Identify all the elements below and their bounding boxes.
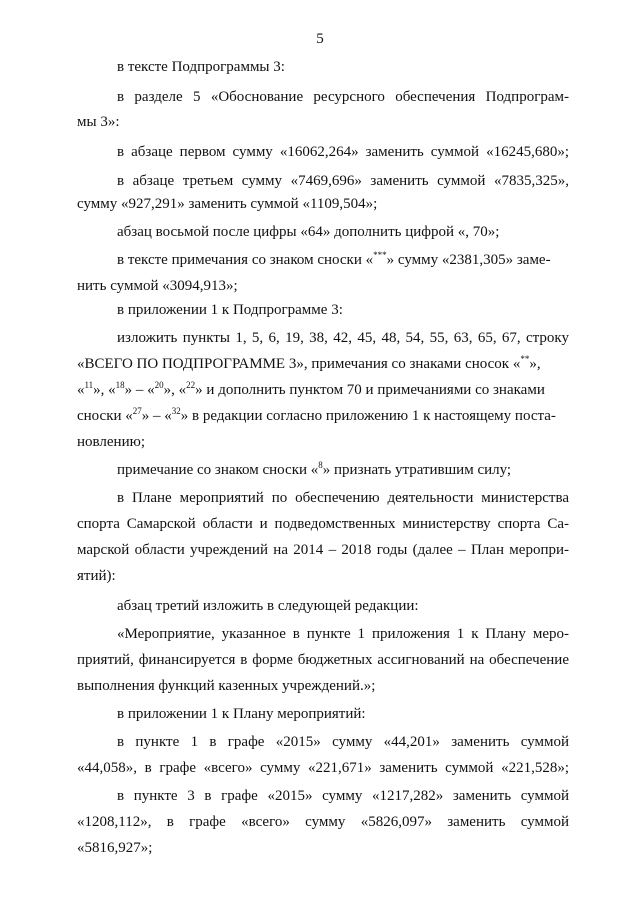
text-line: выполнения функций казенных учреждений.»; — [77, 678, 376, 694]
footnote-mark: 8 — [318, 460, 323, 470]
text-line — [77, 407, 556, 425]
text-line — [77, 381, 545, 399]
text-line: в тексте Подпрограммы 3: — [117, 59, 285, 75]
text-line: спорта Самарской области и подведомственных министерству спорта Са- — [77, 516, 569, 532]
text-line: марской области учреждений на 2014 – 2018 годы (далее – План меропри- — [77, 542, 569, 558]
text-run: » и дополнить пунктом 70 и примечаниями со знаками — [195, 382, 545, 398]
text-run: «ВСЕГО ПО ПОДПРОГРАММЕ 3», примечания со знаками сносок « — [77, 356, 521, 372]
text-line: в Плане мероприятий по обеспечению деятельности министерства — [117, 490, 569, 506]
text-line: мы 3»: — [77, 114, 120, 130]
text-line — [117, 461, 511, 479]
text-run: » – « — [141, 408, 172, 424]
text-run: в тексте примечания со знаком сноски « — [117, 252, 374, 268]
text-line: в абзаце первом сумму «16062,264» заменить суммой «16245,680»; — [117, 144, 569, 160]
text-line: в приложении 1 к Плану мероприятий: — [117, 706, 366, 722]
text-line: «5816,927»; — [77, 840, 153, 856]
text-line: в пункте 3 в графе «2015» сумму «1217,282» заменить суммой — [117, 788, 569, 804]
text-line: ятий): — [77, 568, 116, 584]
text-line — [117, 251, 551, 269]
text-line: новлению; — [77, 434, 145, 450]
page-number: 5 — [316, 31, 324, 47]
text-line: абзац третий изложить в следующей редакции: — [117, 598, 419, 614]
text-line: в разделе 5 «Обоснование ресурсного обеспечения Подпрограм- — [117, 89, 569, 105]
text-line: изложить пункты 1, 5, 6, 19, 38, 42, 45, 48, 54, 55, 63, 65, 67, строку — [117, 330, 569, 346]
text-line: в пункте 1 в графе «2015» сумму «44,201» заменить суммой — [117, 734, 569, 750]
footnote-mark: 11 — [84, 380, 94, 390]
text-run: » признать утратившим силу; — [322, 462, 512, 478]
text-line: в приложении 1 к Подпрограмме 3: — [117, 302, 343, 318]
footnote-mark: 20 — [154, 380, 164, 390]
text-line: «Мероприятие, указанное в пункте 1 приложения 1 к Плану меро- — [117, 626, 569, 642]
text-run: » в редакции согласно приложению 1 к настоящему поста- — [180, 408, 556, 424]
footnote-mark: 32 — [171, 406, 181, 416]
footnote-mark: *** — [373, 250, 387, 260]
text-run: », — [529, 356, 541, 372]
text-line: в абзаце третьем сумму «7469,696» заменить суммой «7835,325», — [117, 173, 569, 189]
footnote-mark: 18 — [115, 380, 125, 390]
text-run: » сумму «2381,305» заме- — [386, 252, 551, 268]
footnote-mark: 22 — [186, 380, 196, 390]
text-run: « — [77, 382, 85, 398]
text-run: », « — [163, 382, 187, 398]
text-run: », « — [93, 382, 116, 398]
text-line — [77, 355, 541, 373]
text-run: сноски « — [77, 408, 133, 424]
text-line: сумму «927,291» заменить суммой «1109,504»; — [77, 196, 378, 212]
text-line: «44,058», в графе «всего» сумму «221,671» заменить суммой «221,528»; — [77, 760, 569, 776]
text-line: абзац восьмой после цифры «64» дополнить цифрой «, 70»; — [117, 224, 500, 240]
text-line: приятий, финансируется в форме бюджетных ассигнований на обеспечение — [77, 652, 569, 668]
text-line: «1208,112», в графе «всего» сумму «5826,097» заменить суммой — [77, 814, 569, 830]
text-run: примечание со знаком сноски « — [117, 462, 319, 478]
footnote-mark: 27 — [132, 406, 142, 416]
footnote-mark: ** — [520, 354, 530, 364]
text-run: » – « — [124, 382, 155, 398]
text-line: нить суммой «3094,913»; — [77, 278, 238, 294]
